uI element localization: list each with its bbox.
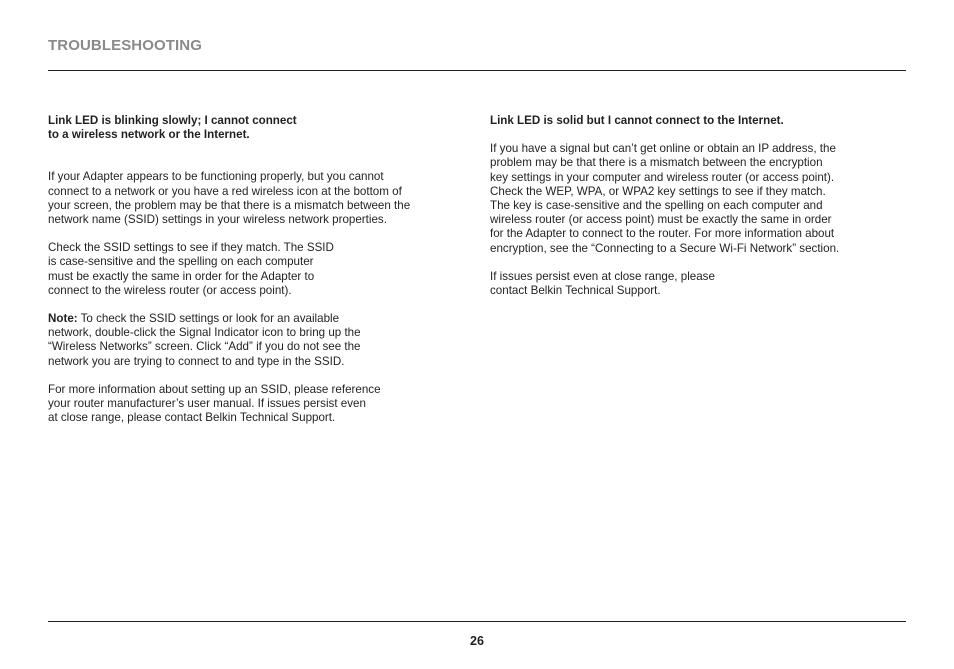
- text-line: network name (SSID) settings in your wireless network properties.: [48, 213, 387, 227]
- right-paragraph-2: [490, 270, 910, 298]
- text-line: at close range, please contact Belkin Technical Support.: [48, 411, 336, 425]
- spacer: [48, 298, 478, 312]
- text-line: your router manufacturer’s user manual. If issues persist even: [48, 397, 366, 411]
- text-line: If issues persist even at close range, please: [490, 269, 715, 283]
- text-line: [48, 312, 478, 326]
- right-heading: [490, 114, 910, 128]
- right-paragraph-1: [490, 142, 910, 256]
- left-column: [48, 114, 478, 425]
- text-line: for the Adapter to connect to the router. For more information about: [490, 227, 835, 241]
- left-heading-line: Link LED is blinking slowly; I cannot connect: [48, 114, 297, 127]
- left-heading: [48, 114, 478, 142]
- spacer: [48, 142, 478, 170]
- text-line: your screen, the problem may be that there is a mismatch between the: [48, 198, 411, 212]
- note-label: Note:: [48, 312, 78, 326]
- text-line: For more information about setting up an SSID, please reference: [48, 382, 381, 396]
- spacer: [48, 227, 478, 241]
- spacer: [48, 369, 478, 383]
- left-paragraph-4: [48, 383, 478, 426]
- text-line: contact Belkin Technical Support.: [490, 284, 661, 298]
- note-first-line: To check the SSID settings or look for an available: [77, 312, 340, 326]
- text-line: connect to the wireless router (or access point).: [48, 283, 292, 297]
- left-note: [48, 312, 478, 369]
- text-line: The key is case-sensitive and the spelling on each computer and: [490, 199, 823, 213]
- right-column: [490, 114, 910, 298]
- text-line: wireless router (or access point) must be exactly the same in order: [490, 213, 832, 227]
- spacer: [490, 256, 910, 270]
- text-line: network you are trying to connect to and type in the SSID.: [48, 354, 345, 368]
- left-paragraph-2: [48, 241, 478, 298]
- text-line: network, double-click the Signal Indicator icon to bring up the: [48, 326, 361, 340]
- spacer: [490, 128, 910, 142]
- text-line: If you have a signal but can’t get online or obtain an IP address, the: [490, 142, 836, 156]
- text-line: If your Adapter appears to be functioning properly, but you cannot: [48, 170, 384, 184]
- text-line: “Wireless Networks” screen. Click “Add” if you do not see the: [48, 340, 361, 354]
- section-title: TROUBLESHOOTING: [48, 37, 202, 54]
- right-heading-line: Link LED is solid but I cannot connect to the Internet.: [490, 114, 784, 127]
- page-number: 26: [470, 634, 484, 648]
- text-line: is case-sensitive and the spelling on each computer: [48, 255, 314, 269]
- left-paragraph-1: [48, 170, 478, 227]
- text-line: key settings in your computer and wireless router (or access point).: [490, 170, 835, 184]
- left-heading-line: to a wireless network or the Internet.: [48, 128, 250, 142]
- text-line: connect to a network or you have a red wireless icon at the bottom of: [48, 184, 402, 198]
- text-line: Check the WEP, WPA, or WPA2 key settings to see if they match.: [490, 184, 826, 198]
- text-line: problem may be that there is a mismatch between the encryption: [490, 156, 823, 170]
- text-line: encryption, see the “Connecting to a Secure Wi-Fi Network” section.: [490, 241, 840, 255]
- text-line: Check the SSID settings to see if they match. The SSID: [48, 241, 334, 255]
- header-rule: [48, 70, 906, 71]
- text-line: must be exactly the same in order for the Adapter to: [48, 269, 315, 283]
- footer-rule: [48, 621, 906, 622]
